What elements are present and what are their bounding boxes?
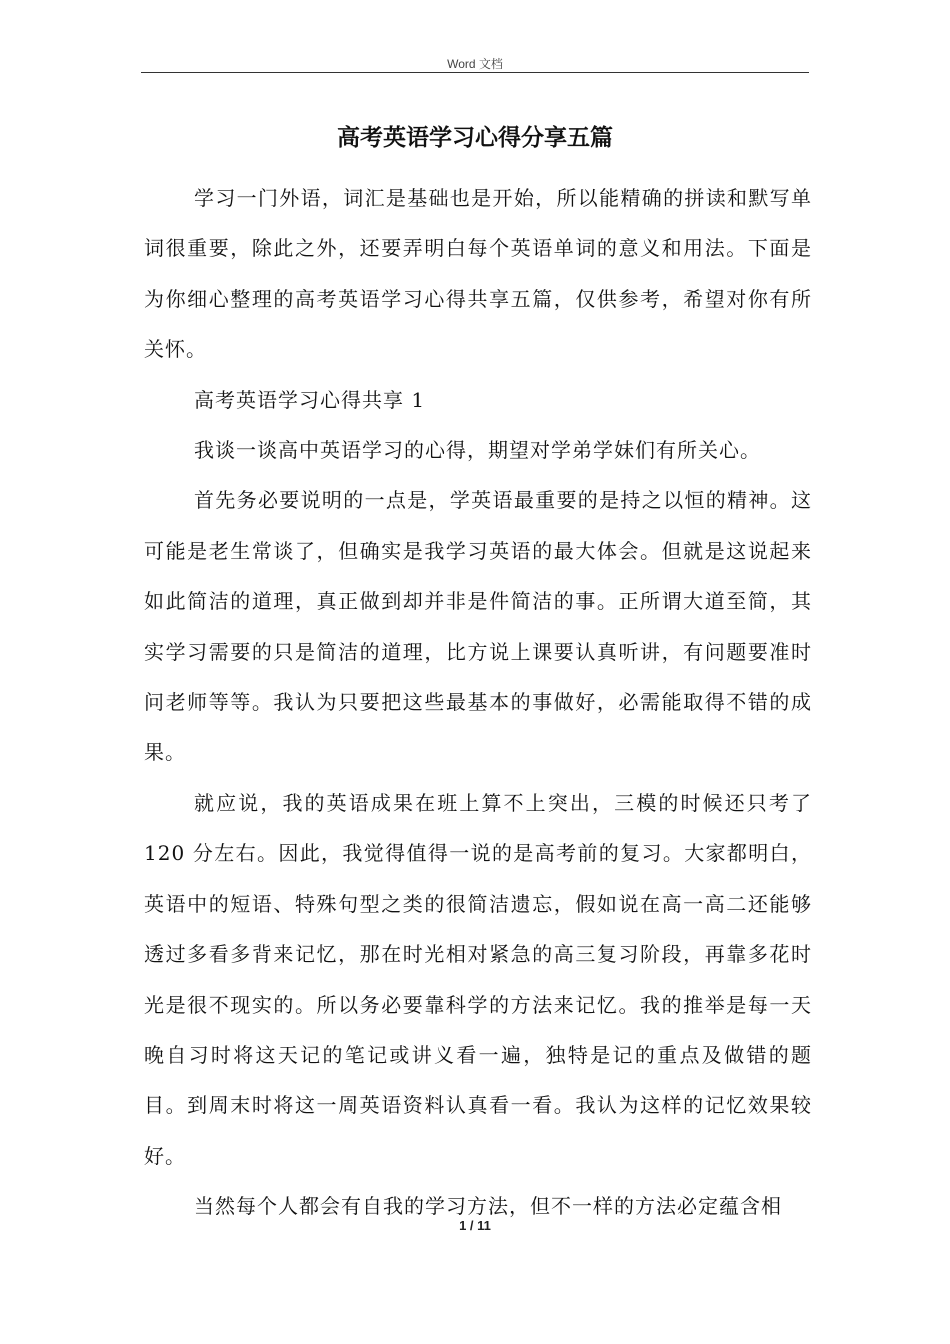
header-divider	[141, 72, 809, 73]
body-paragraph: 我谈一谈高中英语学习的心得，期望对学弟学妹们有所关心。	[194, 438, 761, 463]
body-paragraph: 当然每个人都会有自我的学习方法，但不一样的方法必定蕴含相	[194, 1194, 782, 1219]
section-heading: 高考英语学习心得共享 1	[194, 387, 426, 412]
body-paragraph: 首先务必要说明的一点是，学英语最重要的是持之以恒的精神。这可能是老生常谈了，但确实是我学习英语的最大体会。但就是这说起来如此简洁的道理，真正做到却并非是件简洁的事。正所谓大道至简，其实学习需要的只是简洁的道理，比方说上课要认真听讲，有问题要准时问老师等等。我认为只要把这些最基本的事做好，必需能取得不错的成果。	[144, 488, 812, 765]
body-paragraph: 就应说，我的英语成果在班上算不上突出，三模的时候还只考了 120 分左右。因此，我觉得值得一说的是高考前的复习。大家都明白，英语中的短语、特殊句型之类的很简洁遗忘，假如说在高一高二还能够透过多看多背来记忆，那在时光相对紧急的高三复习阶段，再靠多花时光是很不现实的。所以务必要靠科学的方法来记忆。我的推举是每一天晚自习时将这天记的笔记或讲义看一遍，独特是记的重点及做错的题目。到周末时将这一周英语资料认真看一看。我认为这样的记忆效果较好。	[144, 790, 812, 1168]
intro-paragraph: 学习一门外语，词汇是基础也是开始，所以能精确的拼读和默写单词很重要，除此之外，还要弄明白每个英语单词的意义和用法。下面是为你细心整理的高考英语学习心得共享五篇，仅供参考，希望对你有所关怀。	[144, 186, 812, 362]
document-title: 高考英语学习心得分享五篇	[337, 124, 613, 151]
page-number: 1 / 11	[459, 1218, 491, 1233]
document-header-label: Word 文档	[447, 57, 503, 71]
document-body	[144, 173, 812, 1232]
